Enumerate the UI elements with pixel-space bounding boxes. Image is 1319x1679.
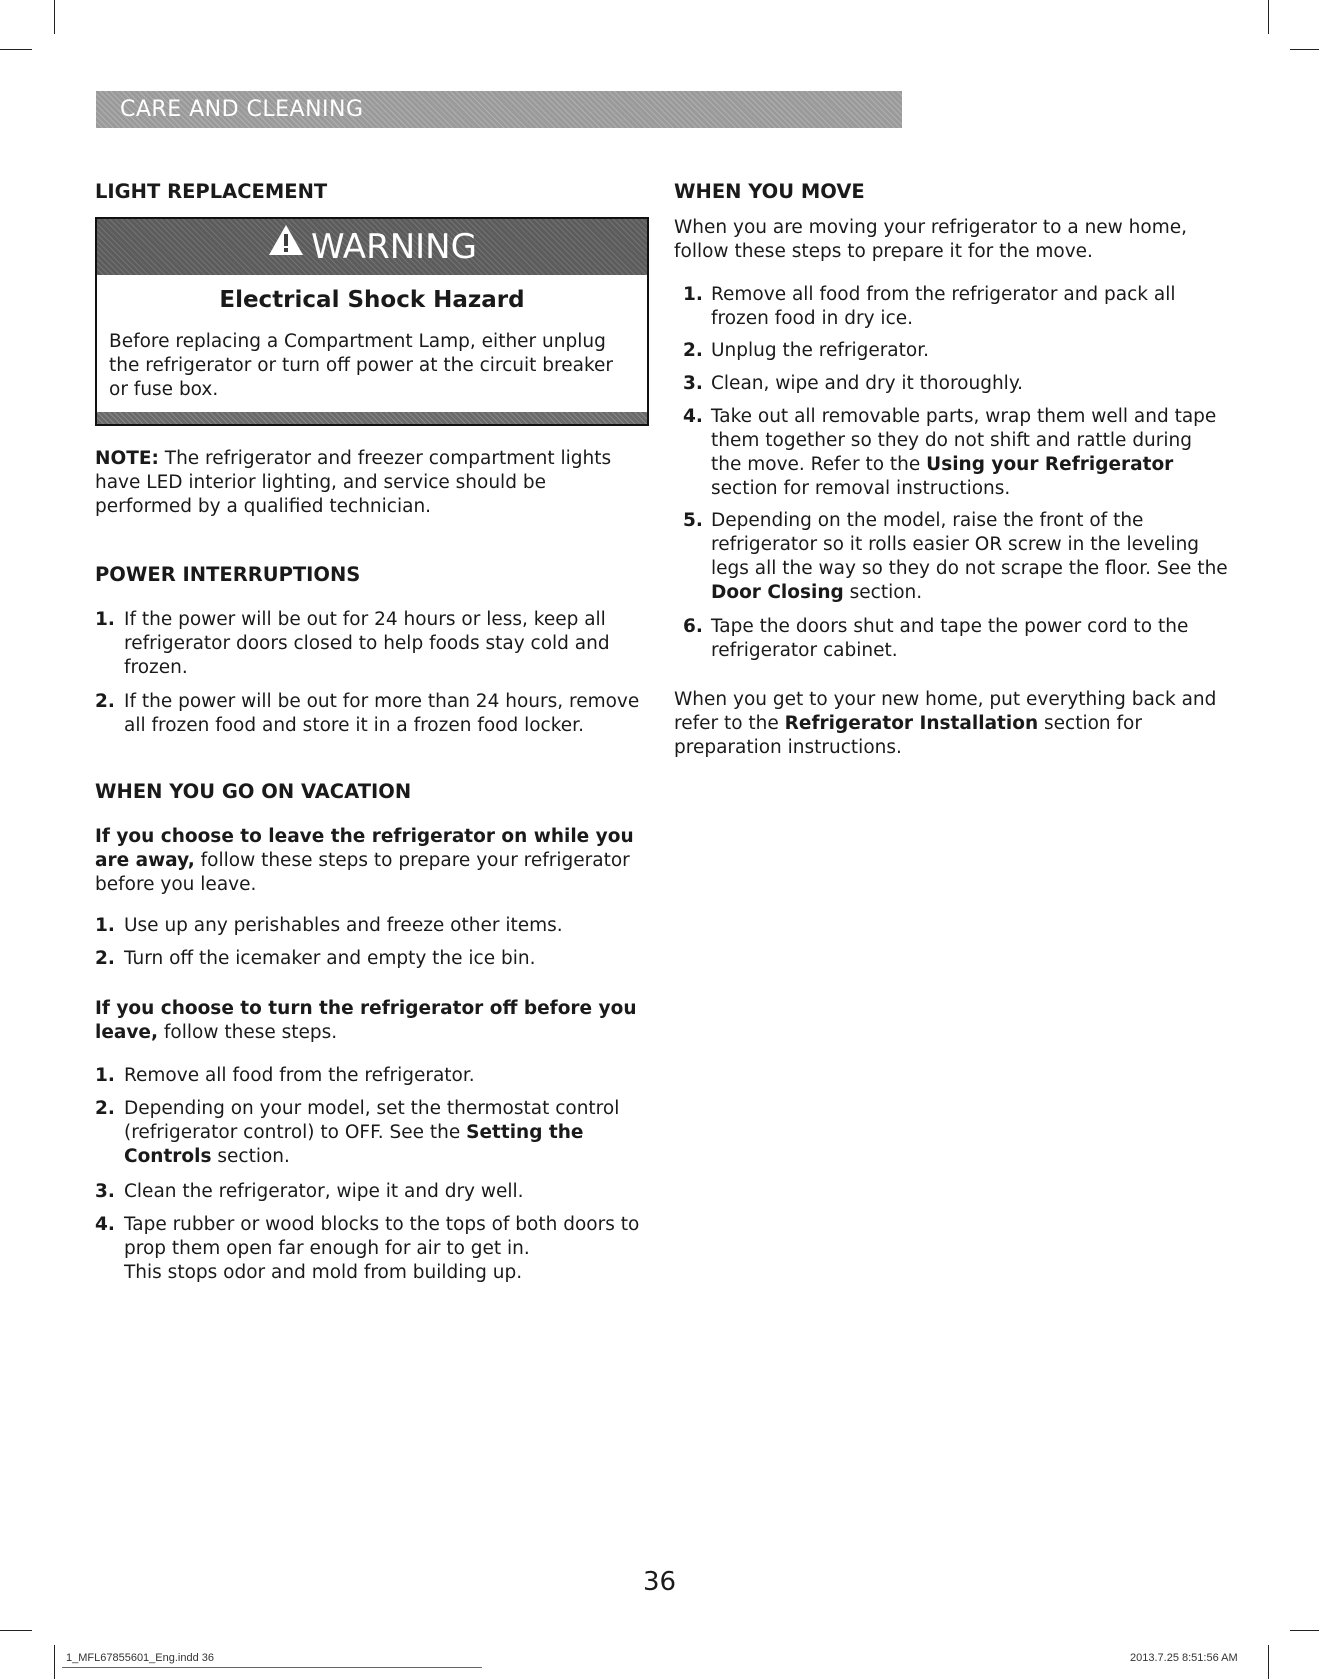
list-item: 2. Depending on your model, set the thermostat control (refrigerator control) to OFF. See the Setting the Controls section. bbox=[95, 1098, 620, 1167]
crop-mark bbox=[54, 1645, 55, 1679]
list-item: 4. Tape rubber or wood blocks to the tops of both doors to prop them open far enough for air to get in. This stops odor and mold from building up. bbox=[95, 1214, 640, 1283]
light-note bbox=[95, 447, 635, 519]
list-item: 1. If the power will be out for 24 hours or less, keep all refrigerator doors closed to help foods stay cold and frozen. bbox=[95, 609, 610, 678]
list-item: 5. Depending on the model, raise the front of the refrigerator so it rolls easier OR screw in the leveling legs all the way so they do not scrape the floor. See the Door Closing section. bbox=[683, 510, 1228, 603]
warning-header bbox=[97, 219, 647, 275]
section-banner: CARE AND CLEANING bbox=[96, 91, 902, 128]
crop-mark bbox=[1290, 49, 1319, 50]
file-name: 1_MFL67855601_Eng.indd 36 bbox=[66, 1652, 215, 1664]
list-item: 2. Unplug the refrigerator. bbox=[683, 340, 930, 361]
crop-mark bbox=[1290, 1630, 1319, 1631]
warning-footer-bar bbox=[97, 412, 647, 424]
warning-triangle-icon bbox=[267, 218, 305, 274]
warning-text: Before replacing a Compartment Lamp, either unplug the refrigerator or turn off power at the circuit breaker or fuse box. bbox=[109, 331, 613, 400]
vacation-lead-2: If you choose to turn the refrigerator off before you leave, follow these steps. bbox=[95, 998, 637, 1043]
list-item: 4. Take out all removable parts, wrap them well and tape them together so they do not shift and rattle during the move. Refer to the Using your Refrigerator section for removal instructions. bbox=[683, 406, 1217, 499]
move-outro: When you get to your new home, put everything back and refer to the Refrigerator Installation section for preparation instructions. bbox=[674, 689, 1217, 758]
list-item: 2. Turn off the icemaker and empty the ice bin. bbox=[95, 948, 536, 969]
crop-mark bbox=[1268, 1645, 1269, 1679]
crop-mark bbox=[54, 0, 55, 34]
print-timestamp: 2013.7.25 8:51:56 AM bbox=[1130, 1652, 1238, 1664]
when-you-move-heading: WHEN YOU MOVE bbox=[674, 180, 865, 203]
divider bbox=[62, 1667, 482, 1668]
vacation-lead-1: If you choose to leave the refrigerator on while you are away, follow these steps to prepare your refrigerator before you leave. bbox=[95, 826, 634, 895]
warning-title: WARNING bbox=[311, 227, 477, 267]
list-item: 3. Clean the refrigerator, wipe it and dry well. bbox=[95, 1181, 524, 1202]
warning-box bbox=[95, 217, 649, 426]
power-interruptions-heading: POWER INTERRUPTIONS bbox=[95, 563, 361, 586]
list-item: 1. Remove all food from the refrigerator. bbox=[95, 1065, 475, 1086]
crop-mark bbox=[0, 49, 32, 50]
list-item: 1. Use up any perishables and freeze other items. bbox=[95, 915, 563, 936]
hazard-title: Electrical Shock Hazard bbox=[219, 287, 525, 313]
crop-mark bbox=[1268, 0, 1269, 34]
list-item: 3. Clean, wipe and dry it thoroughly. bbox=[683, 373, 1024, 394]
crop-mark bbox=[0, 1630, 32, 1631]
move-intro: When you are moving your refrigerator to a new home, follow these steps to prepare it for the move. bbox=[674, 217, 1188, 262]
list-item: 6. Tape the doors shut and tape the power cord to the refrigerator cabinet. bbox=[683, 616, 1189, 661]
note-text: The refrigerator and freezer compartment lights have LED interior lighting, and service should be performed by a qualified technician. bbox=[95, 448, 612, 517]
note-label: NOTE: bbox=[95, 448, 159, 469]
vacation-heading: WHEN YOU GO ON VACATION bbox=[95, 780, 412, 803]
list-item: 1. Remove all food from the refrigerator and pack all frozen food in dry ice. bbox=[683, 284, 1176, 329]
light-replacement-heading: LIGHT REPLACEMENT bbox=[95, 180, 328, 203]
list-item: 2. If the power will be out for more than 24 hours, remove all frozen food and store it in a frozen food locker. bbox=[95, 691, 640, 736]
page-number: 36 bbox=[642, 1567, 677, 1597]
